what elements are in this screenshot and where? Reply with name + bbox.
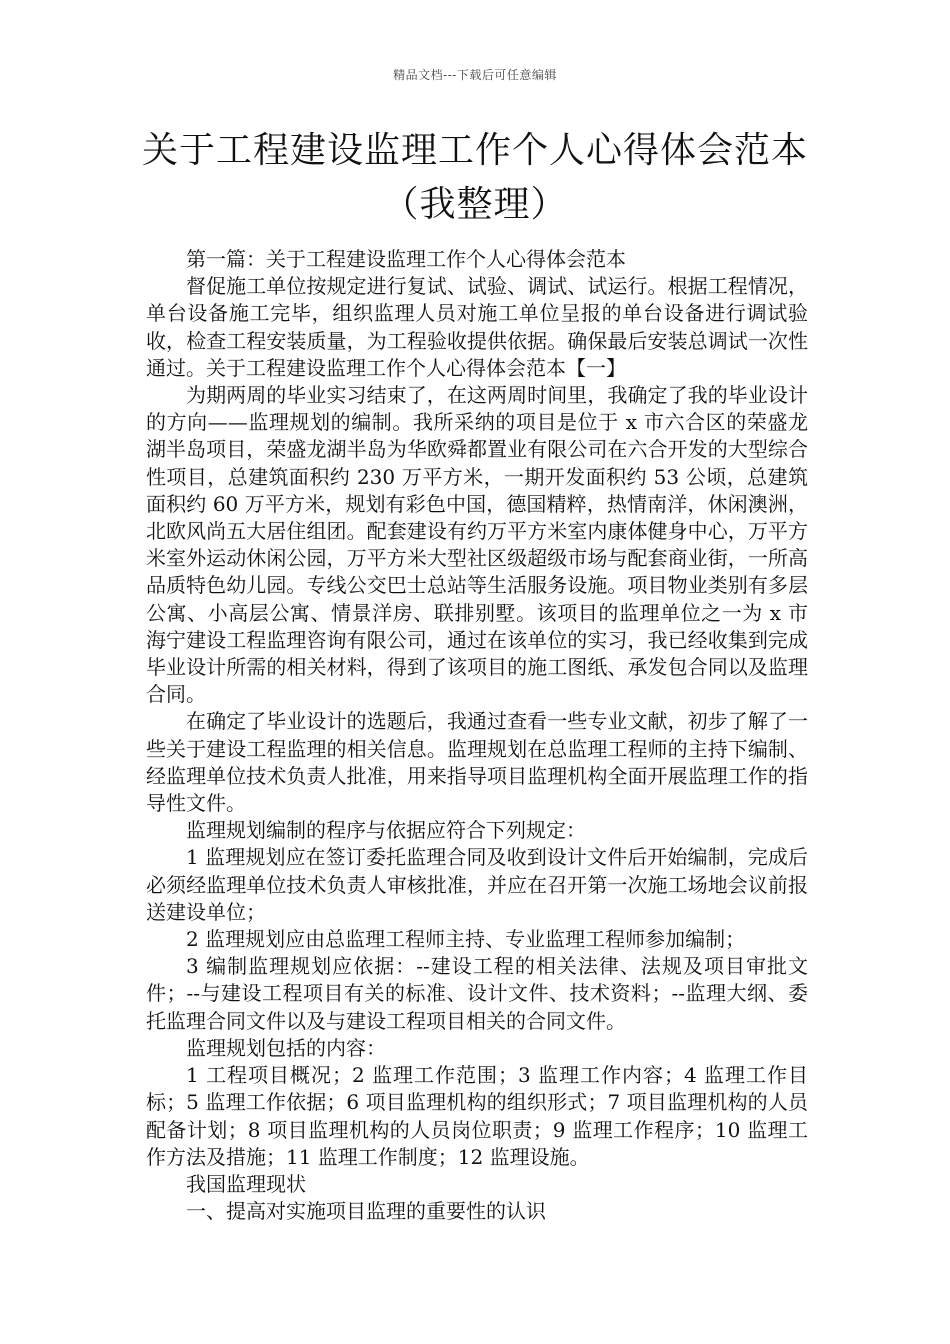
header-note: 精品文档---下载后可任意编辑 bbox=[393, 68, 557, 82]
document-body bbox=[146, 246, 808, 1225]
paragraph: 1 工程项目概况；2 监理工作范围；3 监理工作内容；4 监理工作目标；5 监理工作依据；6 项目监理机构的组织形式；7 项目监理机构的人员配备计划；8 项目监理机构的人员岗位职责；9 监理工作程序；10 监理工作方法及措施；11 监理工作制度；12 监理设施。 bbox=[146, 1063, 808, 1169]
paragraph: 在确定了毕业设计的选题后，我通过查看一些专业文献，初步了解了一些关于建设工程监理的相关信息。监理规划在总监理工程师的主持下编制、经监理单位技术负责人批准，用来指导项目监理机构全面开展监理工作的指导性文件。 bbox=[146, 709, 808, 816]
paragraph: 为期两周的毕业实习结束了，在这两周时间里，我确定了我的毕业设计的方向——监理规划的编制。我所采纳的项目是位于 x 市六合区的荣盛龙湖半岛项目，荣盛龙湖半岛为华欧舜都置业有限公司在六合开发的大型综合性项目，总建筑面积约 230 万平方米，一期开发面积约 53 公顷，总建筑面积约 60 万平方米，规划有彩色中国，德国精粹，热情南洋，休闲澳洲，北欧风尚五大居住组团。配套建设有约万平方米室内康体健身中心，万平方米室外运动休闲公园，万平方米大型社区级超级市场与配套商业街，一所高品质特色幼儿园。专线公交巴士总站等生活服务设施。项目物业类别有多层公寓、小高层公寓、情景洋房、联排别墅。该项目的监理单位之一为 x 市海宁建设工程监理咨询有限公司，通过在该单位的实习，我已经收集到完成毕业设计所需的相关材料，得到了该项目的施工图纸、承发包合同以及监理合同。 bbox=[146, 383, 808, 707]
subheading: 一、提高对实施项目监理的重要性的认识 bbox=[186, 1199, 546, 1224]
paragraph: 监理规划包括的内容： bbox=[186, 1035, 386, 1060]
section-heading: 第一篇：关于工程建设监理工作个人心得体会范本 bbox=[186, 247, 626, 271]
list-item: 2 监理规划应由总监理工程师主持、专业监理工程师参加编制； bbox=[186, 927, 746, 952]
paragraph: 督促施工单位按规定进行复试、试验、调试、试运行。根据工程情况，单台设备施工完毕，组织监理人员对施工单位呈报的单台设备进行调试验收，检查工程安装质量，为工程验收提供依据。确保最后安装总调试一次性通过。关于工程建设监理工作个人心得体会范本【一】 bbox=[146, 274, 808, 380]
subheading: 我国监理现状 bbox=[186, 1171, 306, 1196]
list-item: 1 监理规划应在签订委托监理合同及收到设计文件后开始编制，完成后必须经监理单位技术负责人审核批准，并应在召开第一次施工场地会议前报送建设单位； bbox=[146, 845, 808, 924]
list-item: 3 编制监理规划应依据：--建设工程的相关法律、法规及项目审批文件；--与建设工程项目有关的标准、设计文件、技术资料；--监理大纲、委托监理合同文件以及与建设工程项目相关的合同文件。 bbox=[146, 954, 808, 1033]
paragraph: 监理规划编制的程序与依据应符合下列规定： bbox=[186, 818, 586, 843]
title-line-2: （我整理） bbox=[382, 184, 568, 225]
title-line-1: 关于工程建设监理工作个人心得体会范本 bbox=[141, 130, 808, 171]
document-title bbox=[100, 124, 850, 232]
